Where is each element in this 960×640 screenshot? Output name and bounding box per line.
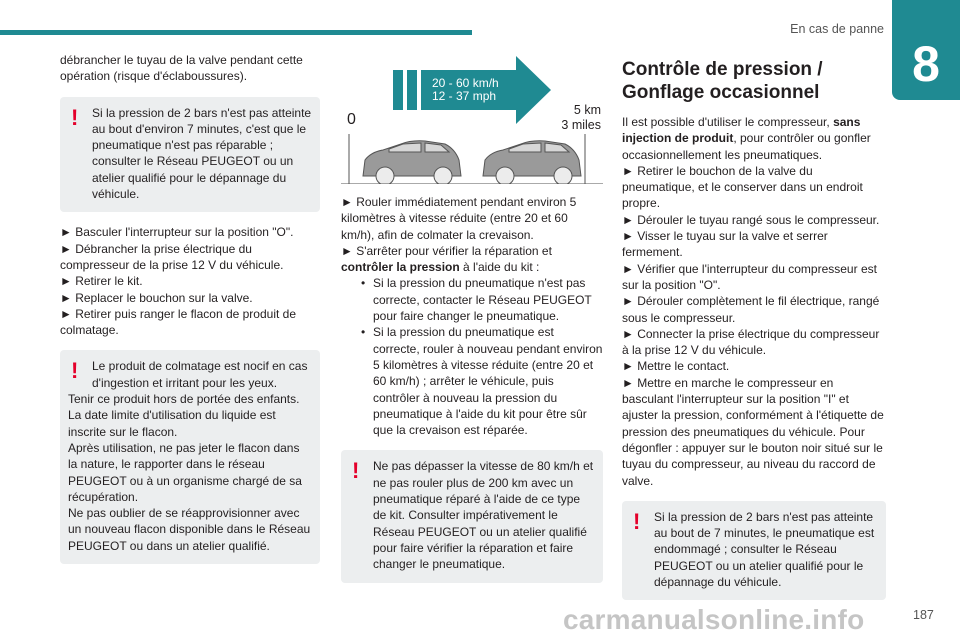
- warning-text: Si la pression de 2 bars n'est pas atteinte au bout de 7 minutes, le pneumatique est endommagé ; consulter le Réseau PEUGEOT ou un atelier qualifié pour le dépannage du véhicule.: [654, 509, 875, 590]
- section-title: En cas de panne: [790, 22, 884, 36]
- intro-paragraph: [622, 114, 886, 163]
- intro-text: Il est possible d'utiliser le compresseur,: [622, 115, 834, 129]
- speed-label: [432, 77, 522, 103]
- distance-miles: 3 miles: [561, 118, 601, 132]
- warning-icon: !: [71, 358, 79, 384]
- step: ► Rouler immédiatement pendant environ 5 kilomètres à vitesse réduite (entre 20 et 60 km/h), afin de colmater la crevaison.: [341, 195, 577, 242]
- list-item: • Si la pression du pneumatique est correcte, rouler à nouveau pendant environ 5 kilomètres à vitesse réduite (entre 20 et 60 km/h) ; arrêter le véhicule, puis contrôler à nouveau la pression du pneumatique à l'aide du kit pour être sûr que la crevaison est réparée.: [361, 324, 603, 438]
- step: ► Vérifier que l'interrupteur du compresseur est sur la position "O".: [622, 261, 877, 292]
- drive-illustration: [341, 52, 603, 184]
- header-accent-bar: [0, 30, 472, 35]
- bullet-list: [341, 275, 603, 438]
- warning-icon: !: [352, 458, 360, 484]
- section-heading: Contrôle de pression / Gonflage occasionnel: [622, 59, 823, 103]
- warning-box: [60, 350, 320, 564]
- step-text: à l'aide du kit :: [459, 260, 540, 275]
- step: ► Retirer le bouchon de la valve du pneumatique, et le conserver dans un endroit propre.: [622, 163, 863, 211]
- end-distance-label: [555, 103, 601, 133]
- warning-icon: !: [71, 104, 79, 130]
- step: ► Visser le tuyau sur la valve et serrer fermement.: [622, 229, 828, 260]
- step: ► Mettre le contact.: [622, 359, 730, 374]
- car-illustration-right: [483, 141, 581, 184]
- step: ► Dérouler complètement le fil électrique, rangé sous le compresseur.: [622, 294, 880, 325]
- warning-box: [341, 450, 603, 582]
- chapter-number: 8: [912, 36, 940, 92]
- column-3: [622, 52, 886, 612]
- step: ► Débrancher la prise électrique du compresseur de la prise 12 V du véhicule.: [60, 241, 284, 272]
- step: [341, 243, 603, 276]
- step: ► Dérouler le tuyau rangé sous le compresseur.: [622, 212, 880, 227]
- column-2: [341, 52, 603, 595]
- intro-text: , pour contrôler ou gonfler occasionnellement les pneumatiques.: [622, 131, 871, 162]
- step: ► Mettre en marche le compresseur en basculant l'interrupteur sur la position "I" et ajuster la pression, conformément à l'étiquette de pression des pneumatiques du véhicule. Pour dégonfler : appuyer sur le bouton noir situé sur le tuyau du compresseur, au niveau du raccord de valve.: [622, 375, 884, 488]
- step: ► Replacer le bouchon sur la valve.: [60, 290, 253, 305]
- step-text: ► S'arrêter pour vérifier la réparation et: [341, 243, 552, 258]
- speed-kmh: 20 - 60 km/h: [432, 76, 499, 90]
- speed-stripe-1: [393, 70, 403, 110]
- warning-text: Si la pression de 2 bars n'est pas atteinte au bout d'environ 7 minutes, c'est que le pneumatique n'est pas réparable ; consulter le Réseau PEUGEOT ou un atelier qualifié pour le dépannage du véhicule.: [92, 105, 312, 202]
- chapter-tab: [892, 0, 960, 100]
- car-illustration-left: [363, 141, 461, 184]
- intro-bold: sans injection de produit: [622, 115, 861, 146]
- warning-icon: !: [633, 508, 641, 534]
- speed-stripe-2: [407, 70, 417, 110]
- step: ► Retirer puis ranger le flacon de produit de colmatage.: [60, 306, 297, 338]
- warning-text: Tenir ce produit hors de portée des enfants.: [68, 392, 300, 407]
- step-bold: contrôler la pression: [341, 260, 460, 275]
- warning-text: Ne pas oublier de se réapprovisionner avec un nouveau flacon disponible dans le Réseau PEUGEOT ou dans un atelier qualifié.: [68, 506, 311, 553]
- page-number: 187: [913, 608, 934, 622]
- list-item: • Si la pression du pneumatique n'est pas correcte, contacter le Réseau PEUGEOT pour faire changer le pneumatique.: [361, 275, 603, 324]
- step: ► Retirer le kit.: [60, 274, 143, 289]
- warning-text: La date limite d'utilisation du liquide est inscrite sur le flacon.: [68, 408, 276, 439]
- watermark: carmanualsonline.info: [563, 604, 865, 635]
- start-distance-label: 0: [347, 111, 356, 128]
- warning-text: Le produit de colmatage est nocif en cas d'ingestion et irritant pour les yeux.: [92, 359, 308, 390]
- warning-text: Ne pas dépasser la vitesse de 80 km/h et ne pas rouler plus de 200 km avec un pneumatique réparé à l'aide de ce type de kit. Consulter impérativement le Réseau PEUGEOT ou un atelier qualifié pour faire vérifier la réparation et faire changer le pneumatique.: [373, 459, 594, 572]
- distance-km: 5 km: [573, 103, 601, 117]
- warning-text: Après utilisation, ne pas jeter le flacon dans la nature, le rapporter dans le réseau PEUGEOT ou à un organisme chargé de sa récupération.: [68, 440, 302, 504]
- warning-box: [60, 97, 320, 213]
- step: ► Basculer l'interrupteur sur la position "O".: [60, 225, 294, 240]
- paragraph: débrancher le tuyau de la valve pendant cette opération (risque d'éclaboussures).: [60, 53, 303, 84]
- warning-box: [622, 501, 886, 600]
- step: ► Connecter la prise électrique du compresseur à la prise 12 V du véhicule.: [622, 326, 880, 358]
- speed-mph: 12 - 37 mph: [432, 89, 497, 103]
- column-1: [60, 52, 320, 576]
